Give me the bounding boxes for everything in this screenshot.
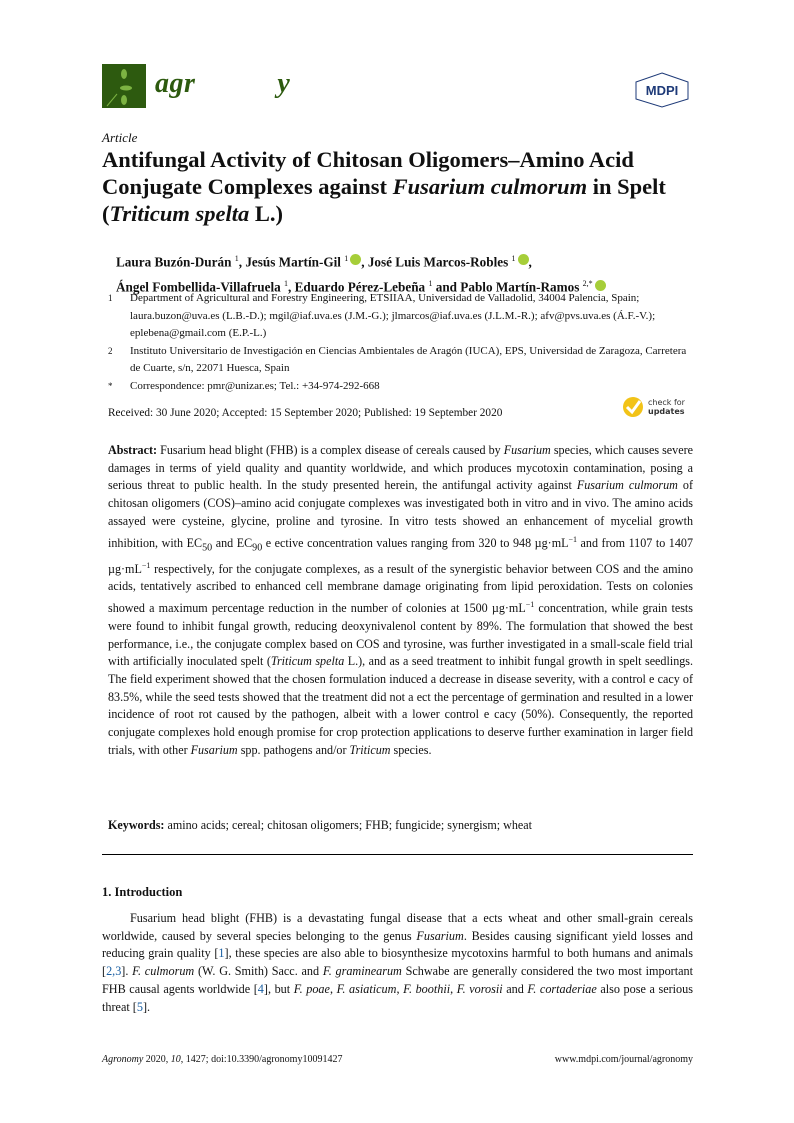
introduction-paragraph: Fusarium head blight (FHB) is a devastating fungal disease that a ects wheat and other small-grain cereals worldwide, caused by several species belonging to the genus Fusarium. Besides causing significant yield losses and reducing grain quality [1], these species are also able to biosynthesize mycotoxins harmful to both humans and animals [2,3]. F. culmorum (W. G. Smith) Sacc. and F. graminearum Schwabe are generally considered the two most important FHB causal agents worldwide [4], but F. poae, F. asiaticum, F. boothii, F. vorosii and F. cortaderiae also pose a serious threat [5]. [102,911,694,1014]
author-list: Laura Buzón-Durán $^1$, Jesús Martín-Gil $^1$ , José Luis Marcos-Robles $^1$ , Ángel Fombellida-Villafruela $^1$, Eduardo Pérez-Lebeña $^1$ and Pablo Martín-Ramos $^{2,*}$ [116,248,706,299]
orcid-icon[interactable] [350,254,361,265]
affiliation: 1 Department of Agricultural and Forestry Engineering, ETSIIAA, Universidad de Valladolid, 34004 Palencia, Spain; laura.buzon@uva.es (L.B.-D.); mgil@iaf.uva.es (J.M.-G.); jlmarcos@iaf.uva.es (J.L.M.-R.); afv@pvs.uva.es (Á.F.-V.); eplebena@gmail.com (E.P.-L.) [108,292,656,340]
affiliations [108,290,698,396]
author[interactable]: Laura Buzón-Durán [116,254,232,270]
mdpi-logo [634,72,690,108]
check-updates-icon [622,396,644,418]
keywords: Keywords: amino acids; cereal; chitosan oligomers; FHB; fungicide; synergism; wheat [108,818,532,832]
abstract: Abstract: Fusarium head blight (FHB) is a complex disease of cereals caused by Fusarium species, which causes severe damages in terms of yield quality and quantity worldwide, and which produces mycotoxin contamination, posing a serious threat to public health. In the study presented herein, the antifungal activity against Fusarium culmorum of chitosan oligomers (COS)–amino acid conjugate complexes was investigated both in vitro and in vivo. The amino acids assayed were cysteine, glycine, proline and tyrosine. In vitro tests showed an enhancement of mycelial growth inhibition, with $EC_{50}$ and $EC_{90}$ e ective concentration values ranging from 320 to 948 $\mu g\cdot mL^{-1}$ and from 1107 to 1407 $\mu g\cdot mL^{-1}$ respectively, for the conjugate complexes, as a result of the synergistic behavior between COS and the amino acids, tentatively ascribed to enhanced cell membrane damage originating from lipid peroxidation. Tests on colonies showed a maximum percentage reduction in the number of colonies at 1500 $\mu g\cdot mL^{-1}$ concentration, while grain tests were found to inhibit fungal growth, reducing deoxynivalenol content by 89%. The formulation that showed the best performance, i.e., the conjugate complex based on COS and tyrosine, was further investigated in a small-scale field trial with artificially inoculated spelt (Triticum spelta L.), and as a seed treatment to inhibit fungal growth in spelt seedlings. The field experiment showed that the chosen formulation induced a decrease in disease severity, with a control e cacy of 83.5%, while the seed tests showed that the treatment did not a ect the percentage of germination and resulted in a lower incidence of root rot caused by the pathogen, albeit with a lower control e cacy (50%). Consequently, the reported conjugate complexes hold enough promise for crop protection applications to deserve further examination in larger field trials, with other Fusarium spp. pathogens and/or Triticum species. [108,443,694,757]
citation-link[interactable]: 4 [257,981,264,996]
orcid-icon[interactable] [518,254,529,265]
check-for-updates-button[interactable]: check for updates [622,396,685,418]
publication-dates: Received: 30 June 2020; Accepted: 15 September 2020; Published: 19 September 2020 [108,407,503,419]
footer-citation: Agronomy 2020, 10, 1427; doi:10.3390/agronomy10091427 [102,1054,343,1065]
journal-url-link[interactable]: www.mdpi.com/journal/agronomy [554,1054,693,1065]
correspondence: * Correspondence: pmr@unizar.es; Tel.: +34-974-292-668 [108,379,380,392]
citation-link[interactable]: 2,3 [106,964,122,979]
divider [102,854,693,855]
agronomy-logo-icon [102,64,146,108]
section-heading: 1. Introduction [102,885,183,899]
journal-name-logo: agr y [155,68,291,99]
author[interactable]: Ángel Fombellida-Villafruela [116,279,281,295]
svg-text:MDPI: MDPI [645,83,679,98]
author[interactable]: Eduardo Pérez-Lebeña [294,279,426,295]
author[interactable]: José Luis Marcos-Robles [367,254,509,270]
citation-link[interactable]: 5 [136,999,143,1014]
article-title: Antifungal Activity of Chitosan Oligomers–Amino Acid Conjugate Complexes against Fusarium culmorum in Spelt (Triticum spelta L.) [102,147,666,226]
article-type: Article [102,130,138,145]
author[interactable]: Jesús Martín-Gil [245,254,341,270]
affiliation: 2 Instituto Universitario de Investigación en Ciencias Ambientales de Aragón (IUCA), EPS, Universidad de Zaragoza, Carretera de Cuarte, s/n, 22071 Huesca, Spain [108,344,687,375]
author[interactable]: Pablo Martín-Ramos [460,279,580,295]
citation-link[interactable]: 1 [218,946,225,961]
